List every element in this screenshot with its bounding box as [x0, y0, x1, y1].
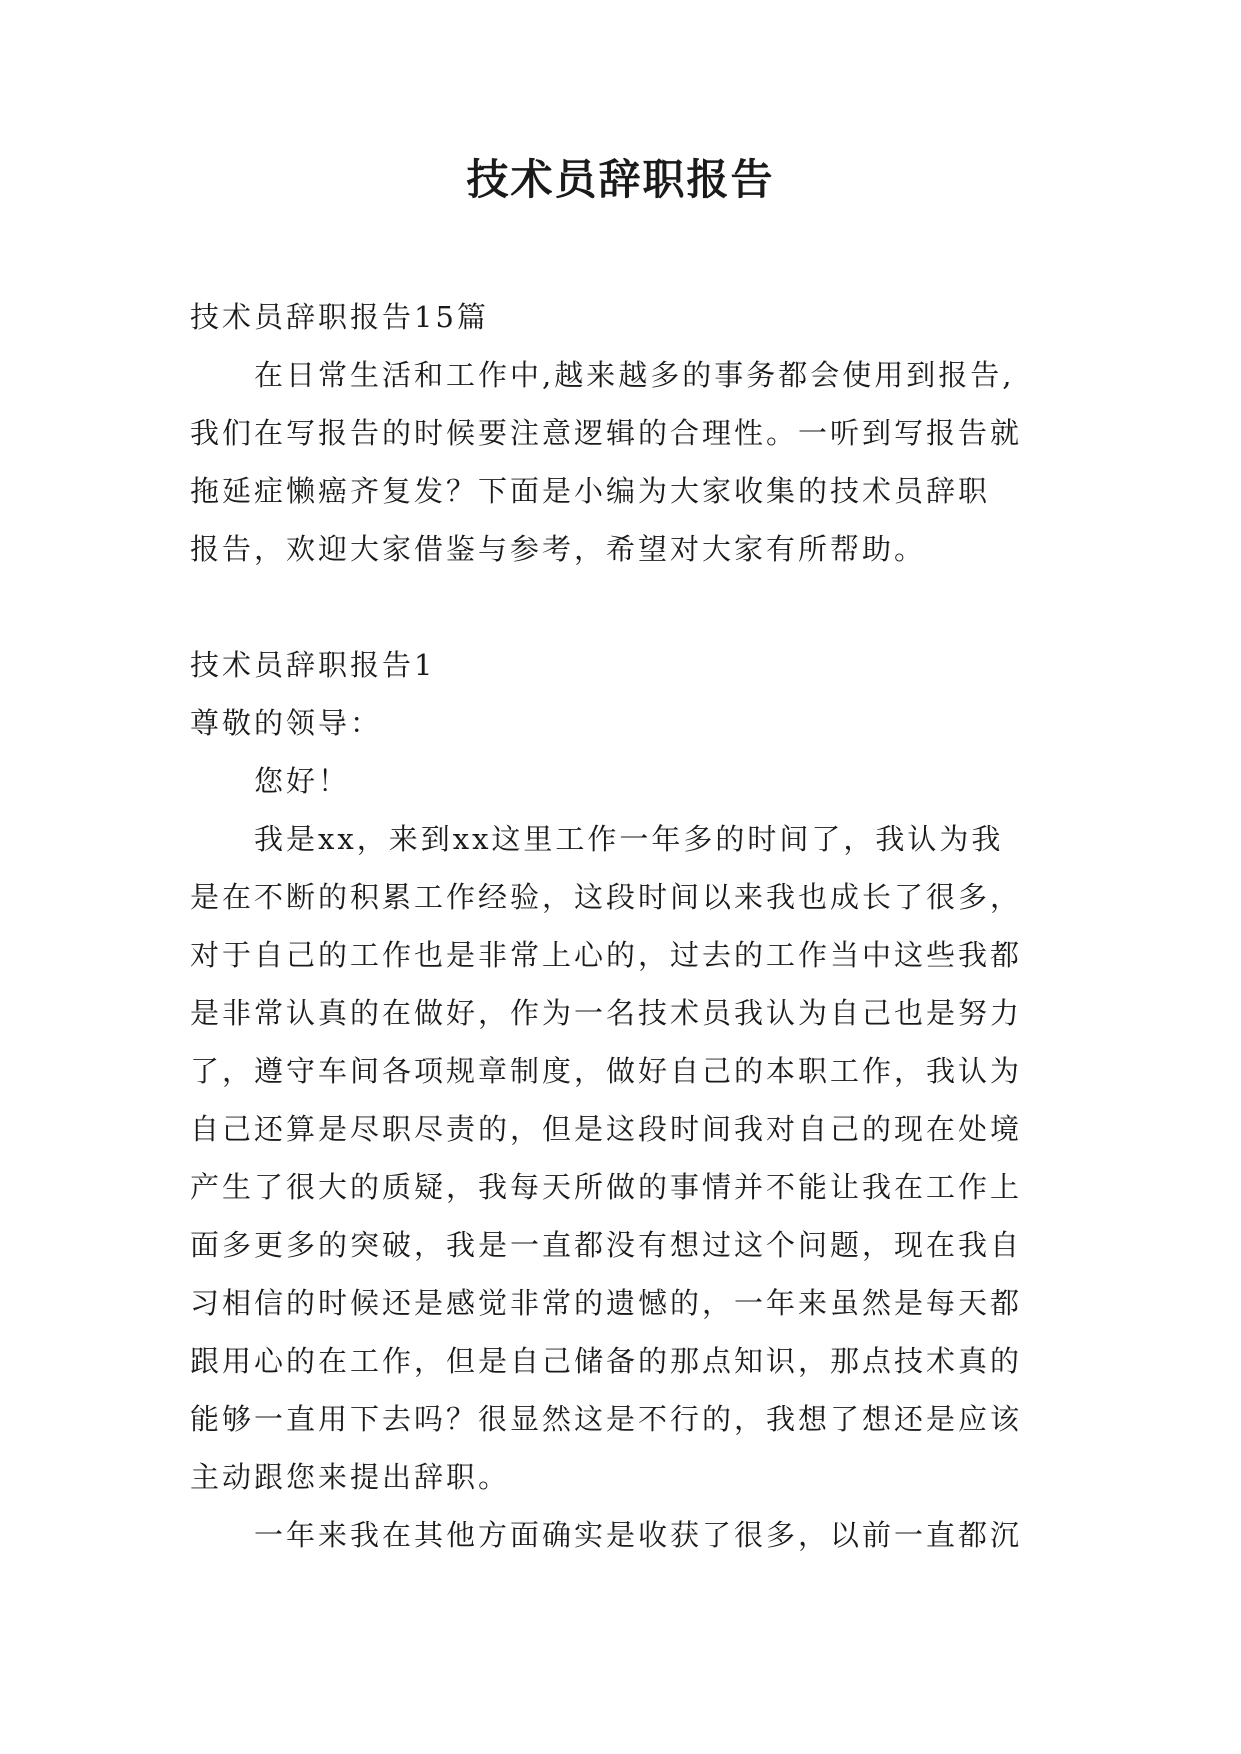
paragraph-line: 能够一直用下去吗？很显然这是不行的，我想了想还是应该 [190, 1402, 1023, 1436]
document-body [190, 288, 1060, 1564]
greeting: 您好！ [254, 764, 351, 798]
intro-line: 我们在写报告的时候要注意逻辑的合理性。一听到写报告就 [190, 416, 1023, 450]
paragraph-line: 跟用心的在工作，但是自己储备的那点知识，那点技术真的 [190, 1344, 1023, 1378]
paragraph-line: 对于自己的工作也是非常上心的，过去的工作当中这些我都 [190, 938, 1023, 972]
body-paragraph-1 [190, 810, 1060, 1506]
document-heading: 技术员辞职报告15篇 [190, 300, 489, 334]
intro-line: 拖延症懒癌齐复发？下面是小编为大家收集的技术员辞职 [190, 474, 991, 508]
document-title: 技术员辞职报告 [466, 155, 775, 204]
paragraph-line: 了，遵守车间各项规章制度，做好自己的本职工作，我认为 [190, 1054, 1023, 1088]
intro-paragraph [190, 346, 1060, 578]
paragraph-line: 是在不断的积累工作经验，这段时间以来我也成长了很多， [190, 880, 1023, 914]
salutation: 尊敬的领导： [190, 706, 383, 740]
paragraph-line: 我是xx，来到xx这里工作一年多的时间了，我认为我 [254, 822, 1004, 856]
intro-line: 在日常生活和工作中,越来越多的事务都会使用到报告, [254, 358, 1015, 392]
paragraph-line: 面多更多的突破，我是一直都没有想过这个问题，现在我自 [190, 1228, 1023, 1262]
paragraph-line: 习相信的时候还是感觉非常的遗憾的，一年来虽然是每天都 [190, 1286, 1023, 1320]
section-title: 技术员辞职报告1 [190, 648, 436, 682]
paragraph-spacer [190, 578, 1060, 636]
paragraph-line: 自己还算是尽职尽责的，但是这段时间我对自己的现在处境 [190, 1112, 1023, 1146]
paragraph-line: 是非常认真的在做好，作为一名技术员我认为自己也是努力 [190, 996, 1023, 1030]
intro-line: 报告，欢迎大家借鉴与参考，希望对大家有所帮助。 [190, 532, 927, 566]
paragraph-line: 主动跟您来提出辞职。 [190, 1460, 511, 1494]
paragraph-line: 产生了很大的质疑，我每天所做的事情并不能让我在工作上 [190, 1170, 1023, 1204]
body-paragraph-2 [190, 1506, 1060, 1564]
paragraph-line: 一年来我在其他方面确实是收获了很多，以前一直都沉 [254, 1518, 1023, 1552]
